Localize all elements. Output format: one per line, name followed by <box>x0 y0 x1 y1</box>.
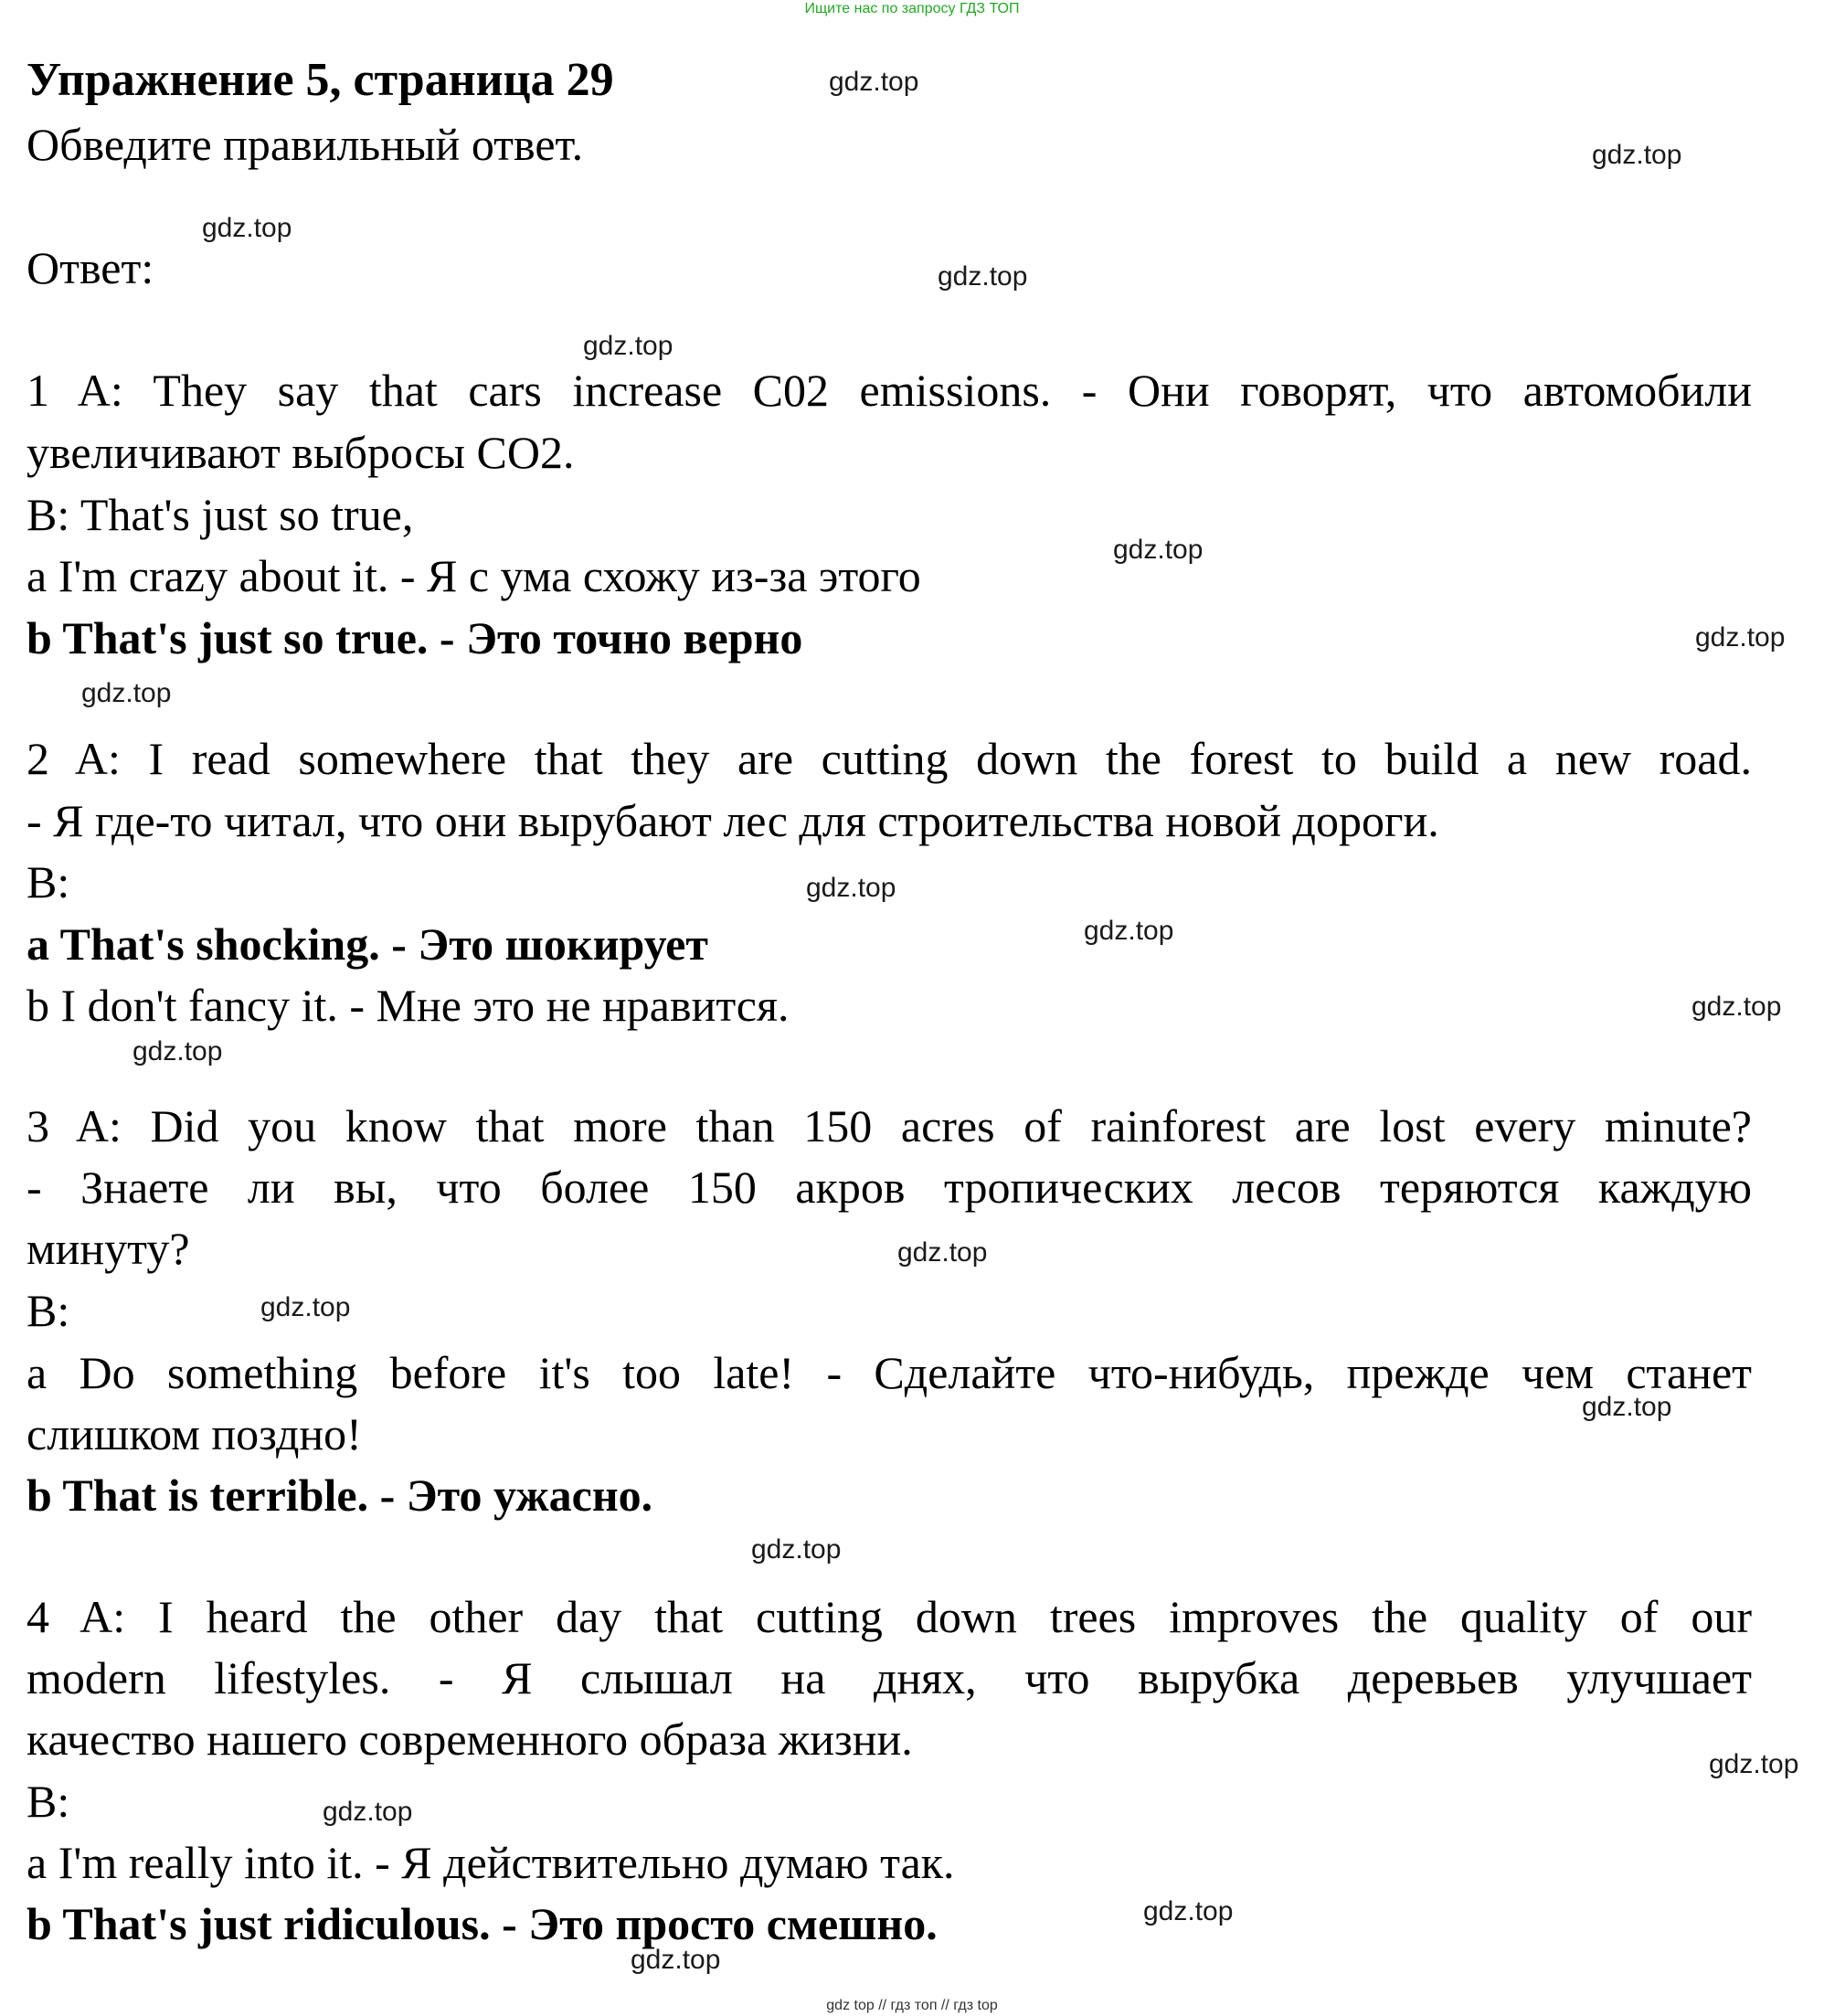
watermark: gdz.top <box>829 67 919 97</box>
item-3-line-1: 3 A: Did you know that more than 150 acres of rainforest are lost every minute? <box>27 1100 1752 1151</box>
item-1-line-2: увеличивают выбросы CO2. <box>27 427 575 478</box>
watermark: gdz.top <box>1143 1896 1234 1926</box>
item-4-line-2: modern lifestyles. - Я слышал на днях, что вырубка деревьев улучшает <box>27 1652 1752 1703</box>
watermark: gdz.top <box>1582 1392 1672 1422</box>
page-title: Упражнение 5, страница 29 <box>27 54 614 106</box>
item-2-line-1: 2 A: I read somewhere that they are cutting down the forest to build a new road. <box>27 733 1752 784</box>
item-4-option-a: a I'm really into it. - Я действительно думаю так. <box>27 1837 955 1888</box>
watermark: gdz.top <box>938 261 1028 292</box>
watermark: gdz.top <box>1592 140 1682 170</box>
item-3-line-2: - Знаете ли вы, что более 150 акров тропических лесов теряются каждую <box>27 1162 1752 1213</box>
item-2-option-a-correct: a That's shocking. - Это шокирует <box>27 918 708 970</box>
instruction-text: Обведите правильный ответ. <box>27 119 584 170</box>
item-3-option-b-correct: b That is terrible. - Это ужасно. <box>27 1470 653 1521</box>
item-1-option-b-correct: b That's just so true. - Это точно верно <box>27 612 803 663</box>
watermark: gdz.top <box>81 678 172 708</box>
watermark: gdz.top <box>631 1945 721 1975</box>
footer: gdz top // гдз топ // гдз top <box>826 1998 998 2013</box>
item-4-option-b-correct: b That's just ridiculous. - Это просто смешно. <box>27 1898 938 1949</box>
item-3-option-a-line-2: слишком поздно! <box>27 1408 362 1459</box>
watermark: gdz.top <box>583 331 673 361</box>
watermark: gdz.top <box>323 1797 413 1827</box>
answer-label: Ответ: <box>27 242 154 293</box>
watermark: gdz.top <box>260 1292 351 1322</box>
item-4-line-3: качество нашего современного образа жизни. <box>27 1714 913 1765</box>
watermark: gdz.top <box>1084 916 1174 946</box>
watermark: gdz.top <box>1709 1749 1799 1779</box>
item-2-option-b: b I don't fancy it. - Мне это не нравится. <box>27 980 790 1031</box>
watermark: gdz.top <box>1113 535 1204 565</box>
watermark: gdz.top <box>897 1237 988 1268</box>
item-3-option-a-line-1: a Do something before it's too late! - Сделайте что-нибудь, прежде чем станет <box>27 1347 1752 1398</box>
item-3-line-4: B: <box>27 1285 70 1336</box>
top-banner: Ищите нас по запросу ГДЗ ТОП <box>804 1 1020 16</box>
item-4-line-4: B: <box>27 1776 70 1827</box>
watermark: gdz.top <box>1691 992 1782 1022</box>
watermark: gdz.top <box>1695 622 1786 653</box>
item-1-option-a: a I'm crazy about it. - Я с ума схожу из-за этого <box>27 550 921 601</box>
item-1-line-1: 1 A: They say that cars increase C02 emissions. - Они говорят, что автомобили <box>27 365 1752 416</box>
item-3-line-3: минуту? <box>27 1223 190 1274</box>
item-1-line-3: B: That's just so true, <box>27 489 414 540</box>
item-4-line-1: 4 A: I heard the other day that cutting down trees improves the quality of our <box>27 1591 1752 1642</box>
item-2-line-2: - Я где-то читал, что они вырубают лес для строительства новой дороги. <box>27 795 1439 846</box>
watermark: gdz.top <box>806 873 896 903</box>
watermark: gdz.top <box>751 1534 842 1565</box>
item-2-line-3: B: <box>27 856 70 907</box>
watermark: gdz.top <box>133 1036 223 1066</box>
watermark: gdz.top <box>202 213 292 243</box>
